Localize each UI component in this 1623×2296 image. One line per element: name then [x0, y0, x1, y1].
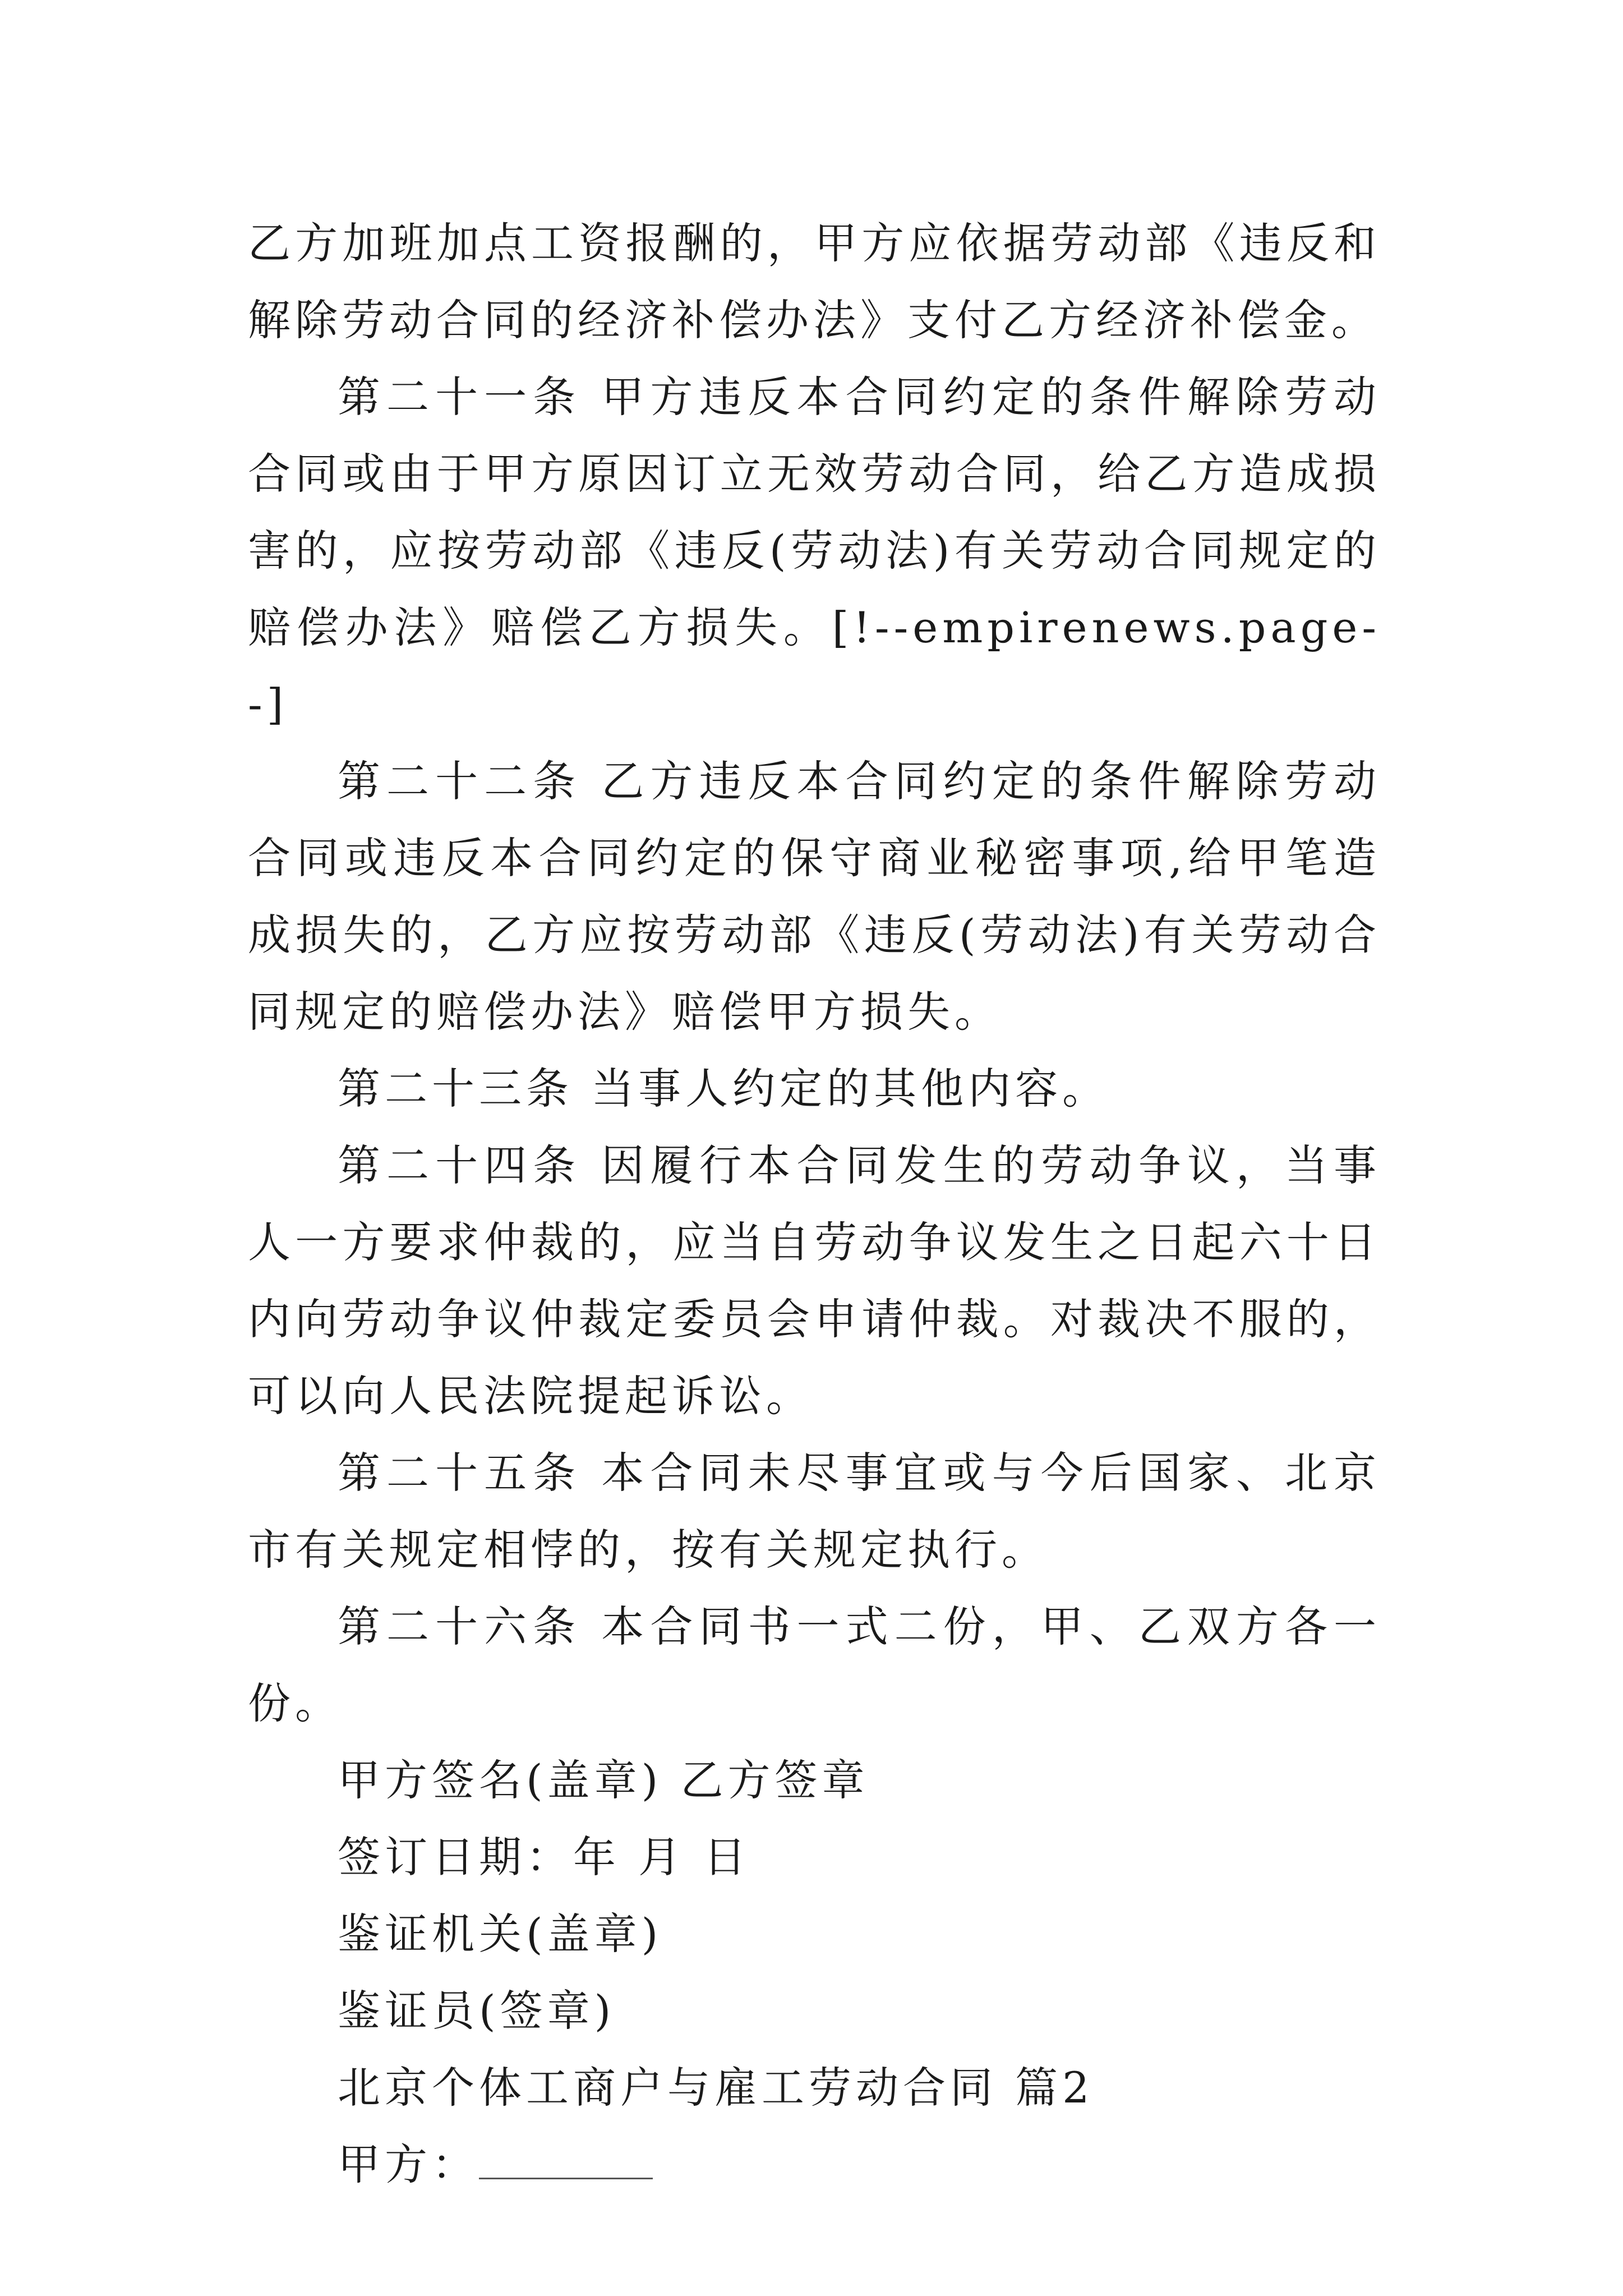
- section-title: 北京个体工商户与雇工劳动合同 篇2: [338, 2063, 1094, 2113]
- paragraph-continuation: 乙方加班加点工资报酬的，甲方应依据劳动部《违反和解除劳动合同的经济补偿办法》支付乙方经济补偿金。: [248, 218, 1381, 345]
- document-body: [248, 205, 1381, 2203]
- signature-line: 甲方签名(盖章) 乙方签章: [338, 1755, 869, 1805]
- party-a-blank: [479, 2144, 653, 2179]
- paragraph-article-23: 第二十三条 当事人约定的其他内容。: [338, 1064, 1110, 1114]
- party-a-line: [248, 2126, 1381, 2203]
- paragraph-article-25: 第二十五条 本合同未尽事宜或与今后国家、北京市有关规定相悖的，按有关规定执行。: [248, 1448, 1381, 1575]
- officer-line: 鉴证员(签章): [338, 1986, 616, 2036]
- paragraph-article-26: 第二十六条 本合同书一式二份，甲、乙双方各一份。: [248, 1602, 1381, 1728]
- paragraph-article-21: 第二十一条 甲方违反本合同约定的条件解除劳动合同或由于甲方原因订立无效劳动合同，给乙方造成损害的，应按劳动部《违反(劳动法)有关劳动合同规定的赔偿办法》赔偿乙方损失。[!--empirenews.page--]: [248, 372, 1381, 729]
- authority-line: 鉴证机关(盖章): [338, 1909, 663, 1959]
- date-line: 签订日期：年 月 日: [338, 1832, 751, 1882]
- party-a-label: 甲方：: [338, 2139, 479, 2189]
- paragraph-article-24: 第二十四条 因履行本合同发生的劳动争议，当事人一方要求仲裁的，应当自劳动争议发生之日起六十日内向劳动争议仲裁定委员会申请仲裁。对裁决不服的，可以向人民法院提起诉讼。: [248, 1140, 1381, 1421]
- paragraph-article-22: 第二十二条 乙方违反本合同约定的条件解除劳动合同或违反本合同约定的保守商业秘密事项,给甲笔造成损失的，乙方应按劳动部《违反(劳动法)有关劳动合同规定的赔偿办法》赔偿甲方损失。: [248, 756, 1381, 1037]
